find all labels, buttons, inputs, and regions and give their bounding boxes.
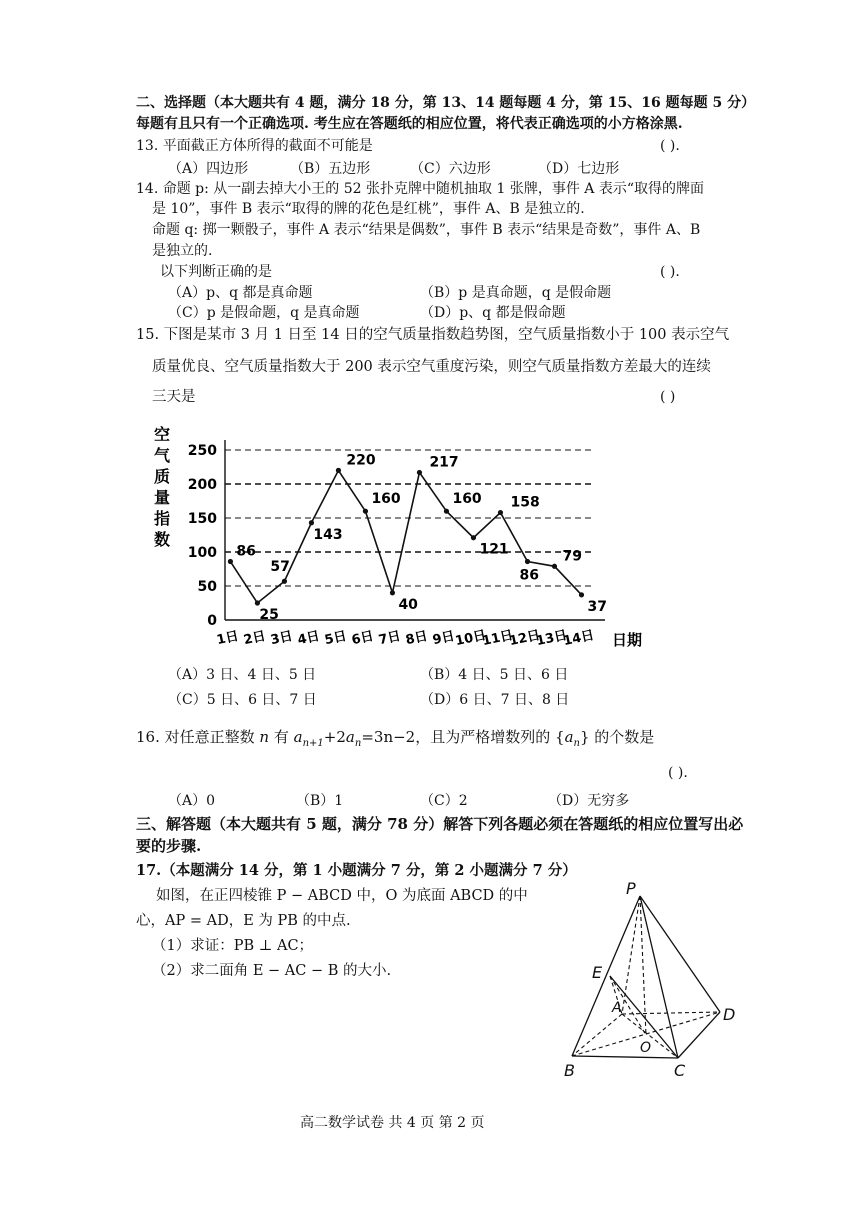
- label-e: E: [592, 963, 603, 982]
- q17-part2: （2）求二面角 E − AC − B 的大小.: [152, 963, 392, 979]
- label-c: C: [674, 1061, 686, 1080]
- q16-seq-a: a: [564, 728, 574, 746]
- q16-has: 有: [273, 728, 289, 746]
- chart-point: [228, 559, 233, 564]
- chart-point: [336, 468, 341, 473]
- edge-ad: [622, 1012, 720, 1014]
- q13-option-d: （D）七边形: [538, 161, 620, 177]
- q14-line2: 是 10”，事件 B 表示“取得的牌的花色是红桃”，事件 A、B 是独立的.: [152, 201, 585, 217]
- chart-x-tick-label: 2日: [242, 628, 268, 649]
- q16-seq-open: {: [555, 728, 565, 746]
- q16-post: ，且为严格增数列的: [415, 728, 551, 746]
- q15-option-a: （A）3 日、4 日、5 日: [168, 667, 317, 683]
- chart-y-tick-label: 250: [187, 443, 217, 459]
- chart-x-tick-label: 5日: [323, 628, 349, 649]
- q15-line2: 质量优良、空气质量指数大于 200 表示空气重度污染，则空气质量指数方差最大的连续: [152, 359, 711, 375]
- chart-data-label: 37: [587, 598, 607, 615]
- chart-ylabel-char: 气: [154, 446, 171, 465]
- chart-y-tick-label: 150: [187, 511, 217, 527]
- q16-seq-close: }: [579, 728, 590, 746]
- q15-line3: 三天是: [152, 389, 196, 405]
- section2-instruction: 每题有且只有一个正确选项. 考生应在答题纸的相应位置，将代表正确选项的小方格涂黑.: [136, 116, 683, 132]
- chart-point: [282, 579, 287, 584]
- chart-y-tick-label: 0: [207, 613, 217, 629]
- q14-line4: 是独立的.: [152, 243, 213, 259]
- q13-option-c: （C）六边形: [410, 161, 491, 177]
- q16-blank: ( ).: [668, 765, 688, 781]
- chart-x-ticks: [215, 628, 595, 649]
- chart-axes: [225, 440, 605, 620]
- q14-line5: 以下判断正确的是: [160, 264, 272, 280]
- label-a: A: [612, 1000, 622, 1016]
- chart-x-tick-label: 14日: [562, 628, 596, 650]
- q14-line1: 14. 命题 p: 从一副去掉大小王的 52 张扑克牌中随机抽取 1 张牌，事件 A 表示“取得的牌面: [136, 181, 704, 197]
- chart-data-label: 57: [270, 559, 290, 576]
- label-b: B: [564, 1061, 575, 1080]
- edge-pc: [640, 896, 678, 1058]
- q13-stem: 13. 平面截正方体所得的截面不可能是: [136, 138, 373, 154]
- chart-data-label: 40: [398, 596, 418, 613]
- q15-line1: 15. 下图是某市 3 月 1 日至 14 日的空气质量指数趋势图，空气质量指数小于 100 表示空气: [136, 327, 730, 343]
- q14-option-c: （C）p 是假命题，q 是真命题: [168, 305, 360, 321]
- q15-option-d: （D）6 日、7 日、8 日: [420, 692, 570, 708]
- section2-heading: 二、选择题（本大题共有 4 题，满分 18 分，第 13、14 题每题 4 分，第 15、16 题每题 5 分）: [136, 95, 756, 111]
- q15-blank: ( ): [660, 389, 676, 405]
- chart-point: [255, 600, 260, 605]
- chart-ylabel-char: 指: [154, 509, 171, 528]
- chart-point: [525, 559, 530, 564]
- q16-option-b: （B）1: [296, 793, 344, 809]
- label-d: D: [723, 1005, 736, 1024]
- edge-bc: [572, 1056, 678, 1058]
- chart-ylabel-char: 数: [154, 530, 171, 549]
- chart-ylabel-char: 量: [154, 488, 171, 507]
- chart-x-axis-label: 日期: [612, 631, 643, 649]
- q16-eq-sub2: n: [354, 738, 362, 749]
- chart-x-tick-label: 12日: [507, 628, 542, 650]
- chart-point: [552, 564, 557, 569]
- q13-option-a: （A）四边形: [168, 161, 249, 177]
- chart-point: [390, 590, 395, 595]
- q16-eq-a2: a: [345, 728, 355, 746]
- chart-data-label: 121: [479, 541, 509, 558]
- chart-point: [309, 520, 314, 525]
- q16-eq-a1: a: [293, 728, 303, 746]
- chart-y-tick-label: 200: [187, 477, 217, 493]
- chart-series: [228, 468, 584, 606]
- chart-y-axis-label: [153, 425, 171, 549]
- chart-x-tick-label: 9日: [431, 628, 457, 649]
- q14-blank: ( ).: [660, 264, 680, 280]
- chart-x-tick-label: 4日: [296, 628, 322, 649]
- q16-option-c: （C）2: [420, 793, 468, 809]
- chart-y-tick-label: 100: [187, 545, 217, 561]
- chart-y-tick-label: 50: [197, 579, 217, 595]
- chart-data-label: 220: [346, 452, 376, 469]
- q15-option-c: （C）5 日、6 日、7 日: [168, 692, 317, 708]
- chart-point: [444, 509, 449, 514]
- q16-pre: 16. 对任意正整数: [136, 728, 255, 746]
- chart-data-label: 217: [429, 454, 459, 471]
- chart-data-label: 79: [562, 548, 582, 565]
- aqi-line-chart: [140, 420, 660, 660]
- label-o: O: [640, 1040, 652, 1056]
- q16-eq-mid: +2: [323, 728, 346, 746]
- chart-x-tick-label: 7日: [377, 628, 403, 649]
- q15-option-b: （B）4 日、5 日、6 日: [420, 667, 569, 683]
- chart-point: [498, 510, 503, 515]
- q16-eq-sub1: n+1: [302, 738, 324, 749]
- chart-data-label: 158: [510, 494, 540, 511]
- edge-pd: [640, 896, 720, 1012]
- chart-x-tick-label: 3日: [269, 628, 295, 649]
- q14-option-a: （A）p、q 都是真命题: [168, 285, 313, 301]
- chart-point: [471, 535, 476, 540]
- section3-heading-2: 要的步骤.: [136, 837, 202, 855]
- chart-y-ticks: [188, 443, 217, 629]
- edge-pa: [622, 896, 640, 1014]
- chart-data-labels: [236, 452, 607, 623]
- chart-x-tick-label: 13日: [534, 628, 569, 650]
- q17-line2: 心，AP = AD，E 为 PB 的中点.: [136, 913, 351, 929]
- label-p: P: [626, 879, 636, 898]
- q16-seq-sub: n: [573, 738, 580, 749]
- edge-pb: [572, 896, 640, 1056]
- chart-point: [417, 470, 422, 475]
- chart-ylabel-char: 质: [154, 467, 171, 486]
- pyramid-diagram: [560, 878, 750, 1088]
- chart-data-label: 86: [519, 567, 539, 584]
- q17-line1: 如图，在正四棱锥 P − ABCD 中，O 为底面 ABCD 的中: [156, 888, 528, 904]
- page-footer: 高二数学试卷 共 4 页 第 2 页: [300, 1115, 485, 1131]
- q16-n: n: [259, 728, 270, 746]
- chart-point: [363, 509, 368, 514]
- chart-data-label: 25: [259, 607, 279, 623]
- q16-option-d: （D）无穷多: [548, 793, 630, 809]
- chart-data-label: 86: [236, 543, 256, 560]
- q14-line3: 命题 q: 掷一颗骰子，事件 A 表示“结果是偶数”，事件 B 表示“结果是奇数”，事件 A、B: [152, 222, 701, 238]
- q16-tail: 的个数是: [594, 728, 655, 746]
- q17-part1: （1）求证：PB ⊥ AC；: [152, 938, 314, 954]
- chart-point: [579, 592, 584, 597]
- q17-title: 17.（本题满分 14 分，第 1 小题满分 7 分，第 2 小题满分 7 分）: [136, 862, 577, 879]
- q13-option-b: （B）五边形: [290, 161, 371, 177]
- chart-ylabel-char: 空: [154, 425, 171, 444]
- q14-option-b: （B）p 是真命题，q 是假命题: [420, 285, 612, 301]
- chart-x-tick-label: 11日: [480, 628, 515, 650]
- q16-option-a: （A）0: [168, 793, 216, 809]
- q16-eq-rhs: =3n−2: [361, 728, 416, 746]
- section3-heading: 三、解答题（本大题共有 5 题，满分 78 分）解答下列各题必须在答题纸的相应位置写出必: [136, 815, 744, 833]
- q14-option-d: （D）p、q 都是假命题: [420, 305, 566, 321]
- chart-data-label: 160: [371, 491, 401, 508]
- q16-line: [136, 726, 654, 755]
- chart-x-tick-label: 10日: [453, 628, 488, 650]
- chart-x-tick-label: 6日: [350, 628, 376, 649]
- edge-ab: [572, 1014, 622, 1056]
- chart-x-tick-label: 1日: [215, 628, 241, 649]
- edge-cd: [678, 1012, 720, 1058]
- chart-data-label: 160: [452, 491, 482, 508]
- chart-x-tick-label: 8日: [404, 628, 430, 649]
- chart-data-label: 143: [313, 526, 343, 543]
- q13-blank: ( ).: [660, 138, 680, 154]
